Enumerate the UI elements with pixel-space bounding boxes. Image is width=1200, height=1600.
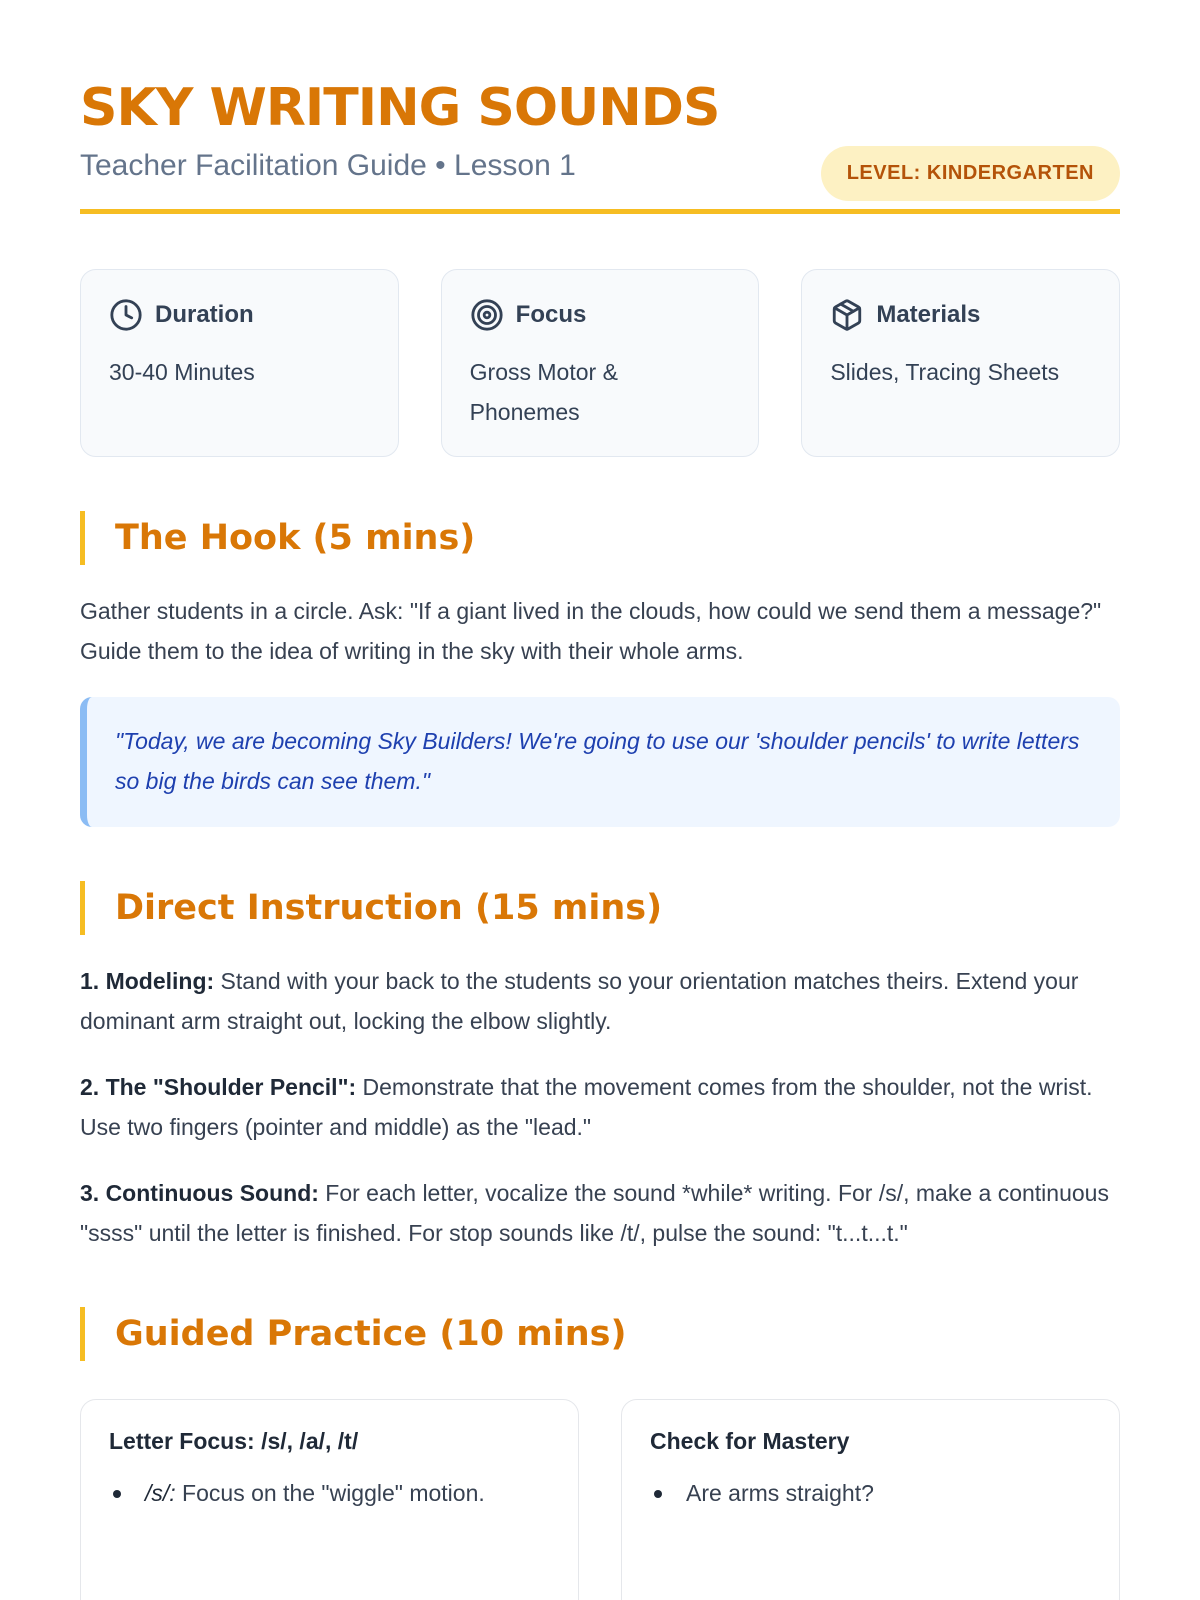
page-subtitle: Teacher Facilitation Guide • Lesson 1 — [80, 149, 576, 183]
page-header — [80, 80, 1120, 214]
materials-card-title: Materials — [876, 301, 981, 329]
letter-focus-list — [109, 1473, 550, 1513]
hook-quote: "Today, we are becoming Sky Builders! We're going to use our 'shoulder pencils' to write letters so big the birds can see them." — [80, 697, 1120, 827]
instruction-step-modeling — [80, 961, 1120, 1041]
box-icon — [830, 298, 864, 332]
instruction-step-continuous-sound — [80, 1173, 1120, 1253]
guided-practice-heading: Guided Practice (10 mins) — [80, 1307, 1120, 1361]
materials-card-header — [830, 298, 1091, 332]
duration-card-text: 30-40 Minutes — [109, 359, 255, 386]
step-label: 2. The "Shoulder Pencil": — [80, 1074, 357, 1101]
duration-card-header — [109, 298, 370, 332]
letter-label: /s/: — [145, 1480, 176, 1507]
list-item — [109, 1473, 550, 1513]
instruction-step-shoulder-pencil — [80, 1067, 1120, 1147]
target-icon — [470, 298, 504, 332]
focus-card-header — [470, 298, 731, 332]
duration-card — [80, 269, 399, 457]
letter-text: Focus on the "wiggle" motion. — [175, 1480, 485, 1507]
hook-text: Gather students in a circle. Ask: "If a giant lived in the clouds, how could we send them a message?" Guide them to the idea of writing in the sky with their whole arms. — [80, 598, 1102, 665]
mastery-title: Check for Mastery — [650, 1428, 850, 1455]
hook-heading: The Hook (5 mins) — [80, 511, 1120, 565]
list-item: Are arms straight? — [650, 1473, 1091, 1513]
step-text: For each letter, vocalize the sound *while* writing. For /s/, make a continuous "ssss" until the letter is finished. For stop sounds like /t/, pulse the sound: "t...t...t." — [80, 1180, 1109, 1247]
level-badge: LEVEL: KINDERGARTEN — [821, 146, 1120, 201]
step-label: 1. Modeling: — [80, 968, 215, 995]
materials-card-text: Slides, Tracing Sheets — [830, 359, 1060, 386]
step-text: Demonstrate that the movement comes from the shoulder, not the wrist. Use two fingers (pointer and middle) as the "lead." — [80, 1074, 1093, 1141]
focus-card — [441, 269, 760, 457]
materials-card — [801, 269, 1120, 457]
step-label: 3. Continuous Sound: — [80, 1180, 319, 1207]
duration-card-title: Duration — [155, 301, 254, 329]
page-title: SKY WRITING SOUNDS — [80, 78, 720, 138]
focus-card-text: Gross Motor & Phonemes — [469, 359, 618, 426]
mastery-card — [621, 1399, 1120, 1600]
guided-practice-cards — [80, 1399, 1120, 1600]
step-text: Stand with your back to the students so your orientation matches theirs. Extend your dominant arm straight out, locking the elbow slightly. — [80, 968, 1079, 1035]
info-cards — [80, 269, 1120, 457]
mastery-list — [650, 1473, 1091, 1513]
letter-focus-card — [80, 1399, 579, 1600]
clock-icon — [109, 298, 143, 332]
letter-focus-title: Letter Focus: /s/, /a/, /t/ — [109, 1428, 359, 1455]
focus-card-title: Focus — [515, 301, 587, 329]
direct-instruction-heading: Direct Instruction (15 mins) — [80, 881, 1120, 935]
